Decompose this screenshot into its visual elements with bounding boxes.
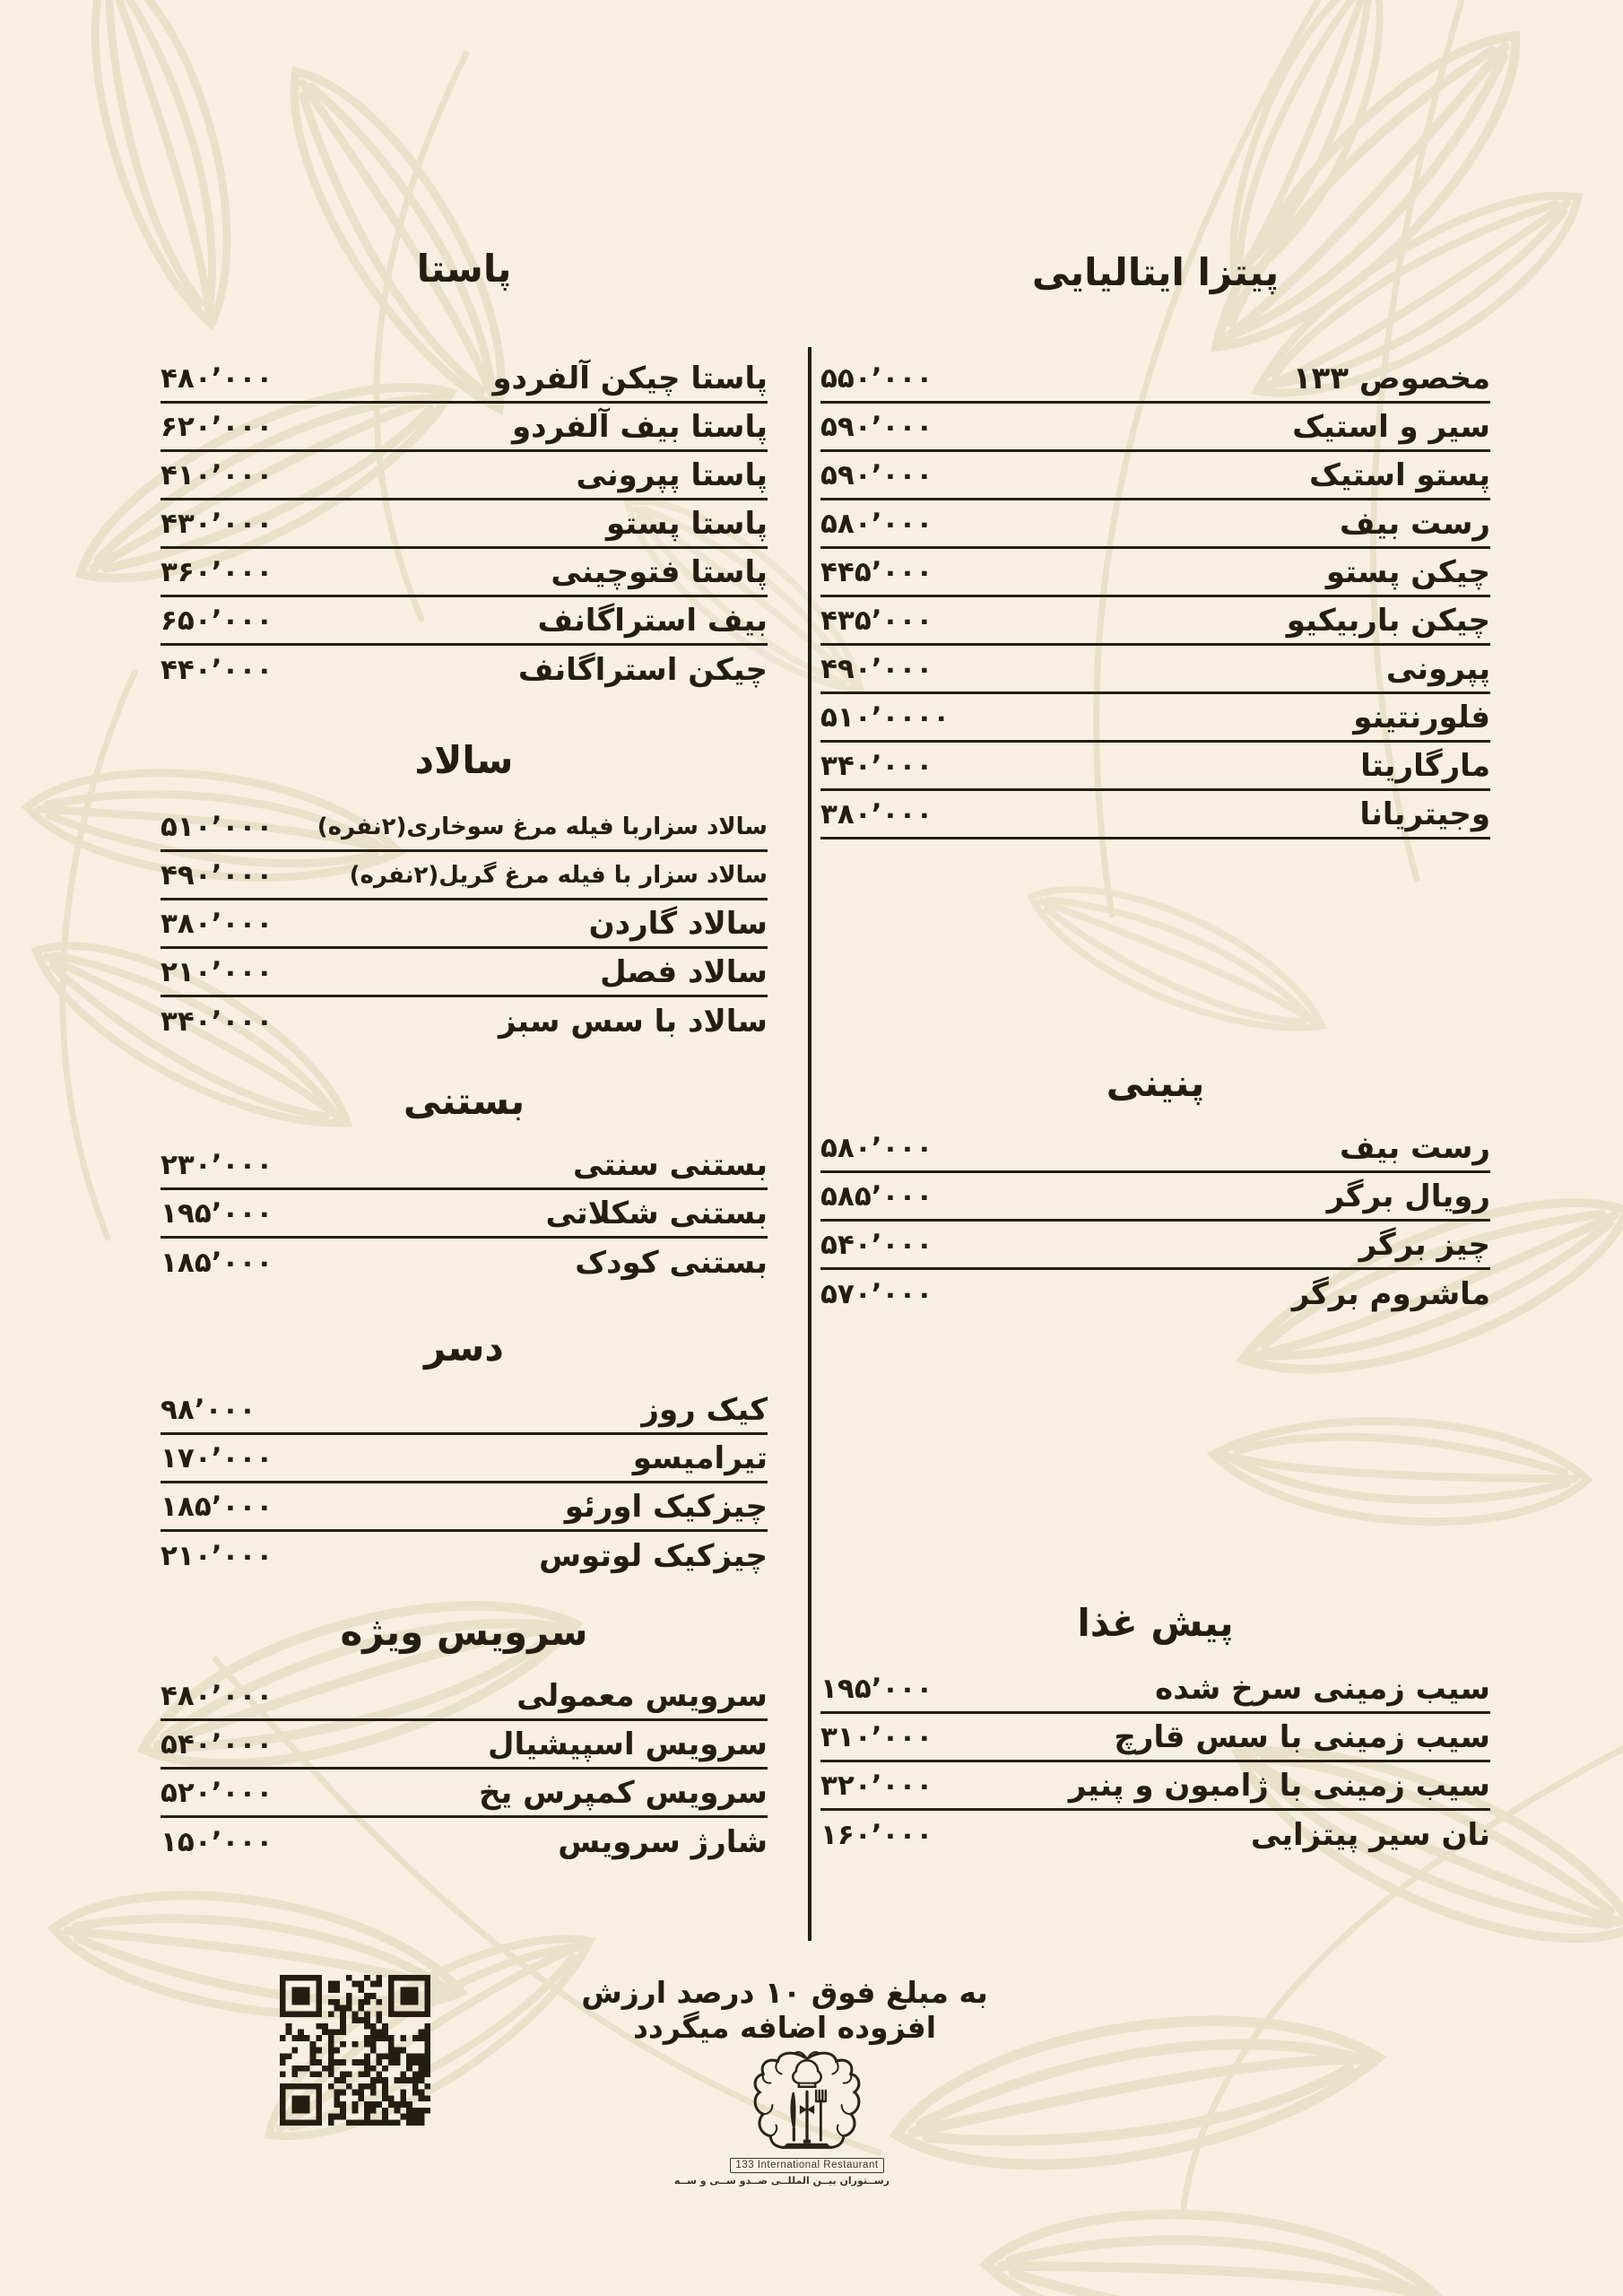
menu-item-row <box>161 1142 768 1190</box>
item-name: پاستا چیکن آلفردو <box>492 360 768 396</box>
item-price: ۵۱۰٬۰۰۰ <box>161 810 273 843</box>
item-price: ۴۳۰٬۰۰۰ <box>161 507 273 540</box>
item-name: سرویس کمپرس یخ <box>478 1774 768 1811</box>
item-name: ماشروم برگر <box>1291 1276 1490 1312</box>
item-name: سالاد سزار با فیله مرغ گریل(۲نفره) <box>349 861 768 889</box>
item-price: ۱۵۰٬۰۰۰ <box>161 1826 273 1858</box>
menu-section <box>820 248 1490 839</box>
menu-item-row <box>161 997 768 1046</box>
item-name: بیف استراگانف <box>537 602 768 639</box>
item-name: پاستا پپرونی <box>576 457 768 493</box>
item-price: ۴۸۰٬۰۰۰ <box>161 1679 273 1712</box>
logo-emblem-icon <box>752 2048 862 2156</box>
item-price: ۳۶۰٬۰۰۰ <box>161 555 273 588</box>
menu-item-row <box>820 1811 1490 1859</box>
menu-section <box>161 1323 768 1580</box>
item-name: پاستا بیف آلفردو <box>511 408 768 445</box>
menu-item-row <box>820 791 1490 839</box>
item-price: ۵۴۰٬۰۰۰ <box>161 1727 273 1761</box>
item-price: ۶۲۰٬۰۰۰ <box>161 410 273 443</box>
menu-item-row <box>161 597 768 646</box>
vat-note: به مبلغ فوق ۱۰ درصد ارزش افزوده اضافه میگردد <box>581 1975 988 2045</box>
item-price: ۹۸٬۰۰۰ <box>161 1393 256 1426</box>
section-rows <box>161 804 768 1046</box>
item-name: چیکن پستو <box>1325 553 1490 590</box>
item-price: ۱۹۵٬۰۰۰ <box>820 1672 933 1705</box>
item-name: پستو استیک <box>1308 457 1490 493</box>
item-price: ۵۴۰٬۰۰۰ <box>820 1228 933 1261</box>
item-price: ۴۹۰٬۰۰۰ <box>161 858 273 891</box>
item-price: ۱۹۵٬۰۰۰ <box>161 1196 273 1230</box>
item-price: ۴۴۵٬۰۰۰ <box>820 555 933 588</box>
section-rows <box>161 1673 768 1866</box>
item-name: رویال برگر <box>1326 1178 1490 1214</box>
section-rows <box>161 355 768 694</box>
item-name: سالاد فصل <box>600 953 768 990</box>
item-price: ۵۸۵٬۰۰۰ <box>820 1179 933 1213</box>
menu-item-row <box>161 804 768 852</box>
menu-item-row <box>161 1818 768 1866</box>
item-price: ۳۴۰٬۰۰۰ <box>820 749 933 782</box>
menu-item-row <box>820 743 1490 791</box>
item-price: ۳۸۰٬۰۰۰ <box>161 907 273 940</box>
item-name: تیرامیسو <box>632 1439 768 1476</box>
logo-name-fa: رســتوران بیــن المللــی صــدو ســی و ســه <box>673 2175 890 2187</box>
menu-column-left <box>161 0 768 2296</box>
item-name: نان سیر پیتزایی <box>1250 1817 1490 1853</box>
item-price: ۴۱۰٬۰۰۰ <box>161 458 273 491</box>
menu-item-row <box>161 1673 768 1721</box>
section-rows <box>820 1125 1490 1318</box>
menu-item-row <box>161 404 768 452</box>
section-title: دسر <box>424 1326 504 1370</box>
menu-item-row <box>820 1762 1490 1811</box>
menu-item-row <box>820 500 1490 549</box>
menu-item-row <box>820 646 1490 694</box>
menu-section <box>820 1058 1490 1318</box>
item-name: چیکن استراگانف <box>517 652 768 688</box>
item-name: پپرونی <box>1385 650 1490 687</box>
item-name: سیب زمینی سرخ شده <box>1155 1670 1490 1707</box>
item-name: سالاد با سس سبز <box>499 1004 768 1039</box>
menu-item-row <box>161 1387 768 1435</box>
menu-item-row <box>161 500 768 549</box>
menu-item-row <box>820 1714 1490 1762</box>
item-price: ۴۸۰٬۰۰۰ <box>161 361 273 395</box>
item-price: ۴۳۵٬۰۰۰ <box>820 604 933 637</box>
item-name: بستنی کودک <box>575 1245 768 1281</box>
item-name: بستنی سنتی <box>573 1146 768 1183</box>
item-price: ۵۵۰٬۰۰۰ <box>820 361 933 395</box>
section-title: پاستا <box>416 247 512 291</box>
item-name: وجیتریانا <box>1359 796 1490 832</box>
section-rows <box>820 355 1490 839</box>
menu-item-row <box>820 355 1490 404</box>
section-rows <box>161 1387 768 1580</box>
item-name: سیب زمینی با سس قارچ <box>1114 1718 1490 1755</box>
item-name: چیزکیک لوتوس <box>539 1538 768 1574</box>
item-name: سیر و استیک <box>1292 408 1490 445</box>
section-rows <box>820 1665 1490 1859</box>
section-title: پنینی <box>1106 1061 1205 1105</box>
menu-section <box>161 735 768 1046</box>
item-name: پاستا فتوچینی <box>551 553 768 590</box>
item-name: سالاد سزاربا فیله مرغ سوخاری(۲نفره) <box>317 813 768 840</box>
menu-item-row <box>161 452 768 500</box>
section-title: پیش غذا <box>1077 1601 1234 1645</box>
menu-item-row <box>161 646 768 694</box>
section-title: پیتزا ایتالیایی <box>1031 250 1280 294</box>
item-price: ۱۶۰٬۰۰۰ <box>820 1819 933 1851</box>
item-price: ۳۱۰٬۰۰۰ <box>820 1720 933 1753</box>
menu-item-row <box>820 452 1490 500</box>
item-price: ۵۲۰٬۰۰۰ <box>161 1776 273 1809</box>
menu-item-row <box>820 1665 1490 1714</box>
menu-item-row <box>820 694 1490 743</box>
item-name: سیب زمینی با ژامبون و پنیر <box>1068 1767 1490 1804</box>
section-title: سرویس ویژه <box>340 1610 588 1654</box>
menu-item-row <box>820 404 1490 452</box>
item-price: ۲۳۰٬۰۰۰ <box>161 1148 273 1181</box>
menu-item-row <box>161 1483 768 1532</box>
section-title: بستنی <box>403 1079 525 1123</box>
item-name: رست بیف <box>1340 505 1490 542</box>
column-divider-line <box>808 347 812 1941</box>
item-price: ۳۲۰٬۰۰۰ <box>820 1769 933 1802</box>
menu-item-row <box>161 900 768 949</box>
menu-item-row <box>820 1222 1490 1270</box>
item-price: ۵۸۰٬۰۰۰ <box>820 1131 933 1164</box>
item-name: کیک روز <box>641 1391 768 1428</box>
item-name: رست بیف <box>1340 1129 1490 1166</box>
item-price: ۱۸۵٬۰۰۰ <box>161 1247 273 1279</box>
menu-section <box>820 1598 1490 1859</box>
menu-item-row <box>161 1532 768 1580</box>
item-name: چیزکیک اورئو <box>564 1488 768 1525</box>
item-price: ۵۹۰٬۰۰۰ <box>820 458 933 491</box>
menu-item-row <box>161 949 768 997</box>
item-name: مارگاریتا <box>1360 747 1490 784</box>
item-price: ۵۸۰٬۰۰۰ <box>820 507 933 540</box>
item-price: ۱۷۰٬۰۰۰ <box>161 1441 273 1474</box>
menu-item-row <box>161 1770 768 1818</box>
menu-item-row <box>161 1239 768 1287</box>
item-price: ۴۴۰٬۰۰۰ <box>161 654 273 686</box>
item-price: ۲۱۰٬۰۰۰ <box>161 955 273 988</box>
section-rows <box>161 1142 768 1287</box>
item-price: ۲۱۰٬۰۰۰ <box>161 1540 273 1572</box>
section-title: سالاد <box>414 738 514 782</box>
menu-item-row <box>820 1173 1490 1222</box>
menu-section <box>161 1607 768 1866</box>
item-price: ۵۹۰٬۰۰۰ <box>820 410 933 443</box>
menu-item-row <box>161 1190 768 1239</box>
item-name: مخصوص ۱۳۳ <box>1292 360 1490 396</box>
restaurant-logo <box>673 2048 890 2187</box>
menu-item-row <box>820 1125 1490 1173</box>
menu-item-row <box>161 355 768 404</box>
item-name: چیز برگر <box>1358 1226 1490 1263</box>
menu-section <box>161 244 768 694</box>
menu-item-row <box>820 549 1490 597</box>
item-price: ۶۵۰٬۰۰۰ <box>161 604 273 637</box>
item-name: فلورنتینو <box>1353 699 1490 735</box>
menu-section <box>161 1076 768 1287</box>
menu-item-row <box>161 1435 768 1483</box>
item-name: سالاد گاردن <box>588 905 768 942</box>
menu-item-row <box>161 1721 768 1770</box>
menu-item-row <box>820 1270 1490 1318</box>
item-name: پاستا پستو <box>605 505 768 542</box>
item-name: شارژ سرویس <box>558 1824 768 1860</box>
item-name: سرویس معمولی <box>516 1677 768 1714</box>
item-price: ۵۷۰٬۰۰۰ <box>820 1278 933 1310</box>
logo-name-en: 133 International Restaurant <box>730 2158 884 2173</box>
item-price: ۳۴۰٬۰۰۰ <box>161 1005 273 1038</box>
menu-item-row <box>820 597 1490 646</box>
qr-code <box>280 1975 430 2126</box>
menu-item-row <box>161 549 768 597</box>
item-price: ۴۹۰٬۰۰۰ <box>820 652 933 685</box>
item-price: ۳۸۰٬۰۰۰ <box>820 797 933 831</box>
qr-code-image <box>280 1975 430 2126</box>
menu-column-right <box>820 0 1490 2296</box>
item-price: ۱۸۵٬۰۰۰ <box>161 1490 273 1523</box>
item-price: ۵۱۰٬۰۰۰۰ <box>820 700 950 734</box>
item-name: سرویس اسپیشیال <box>488 1726 768 1762</box>
item-name: چیکن باربیکیو <box>1286 602 1490 639</box>
item-name: بستنی شکلاتی <box>545 1195 768 1231</box>
menu-item-row <box>161 852 768 900</box>
